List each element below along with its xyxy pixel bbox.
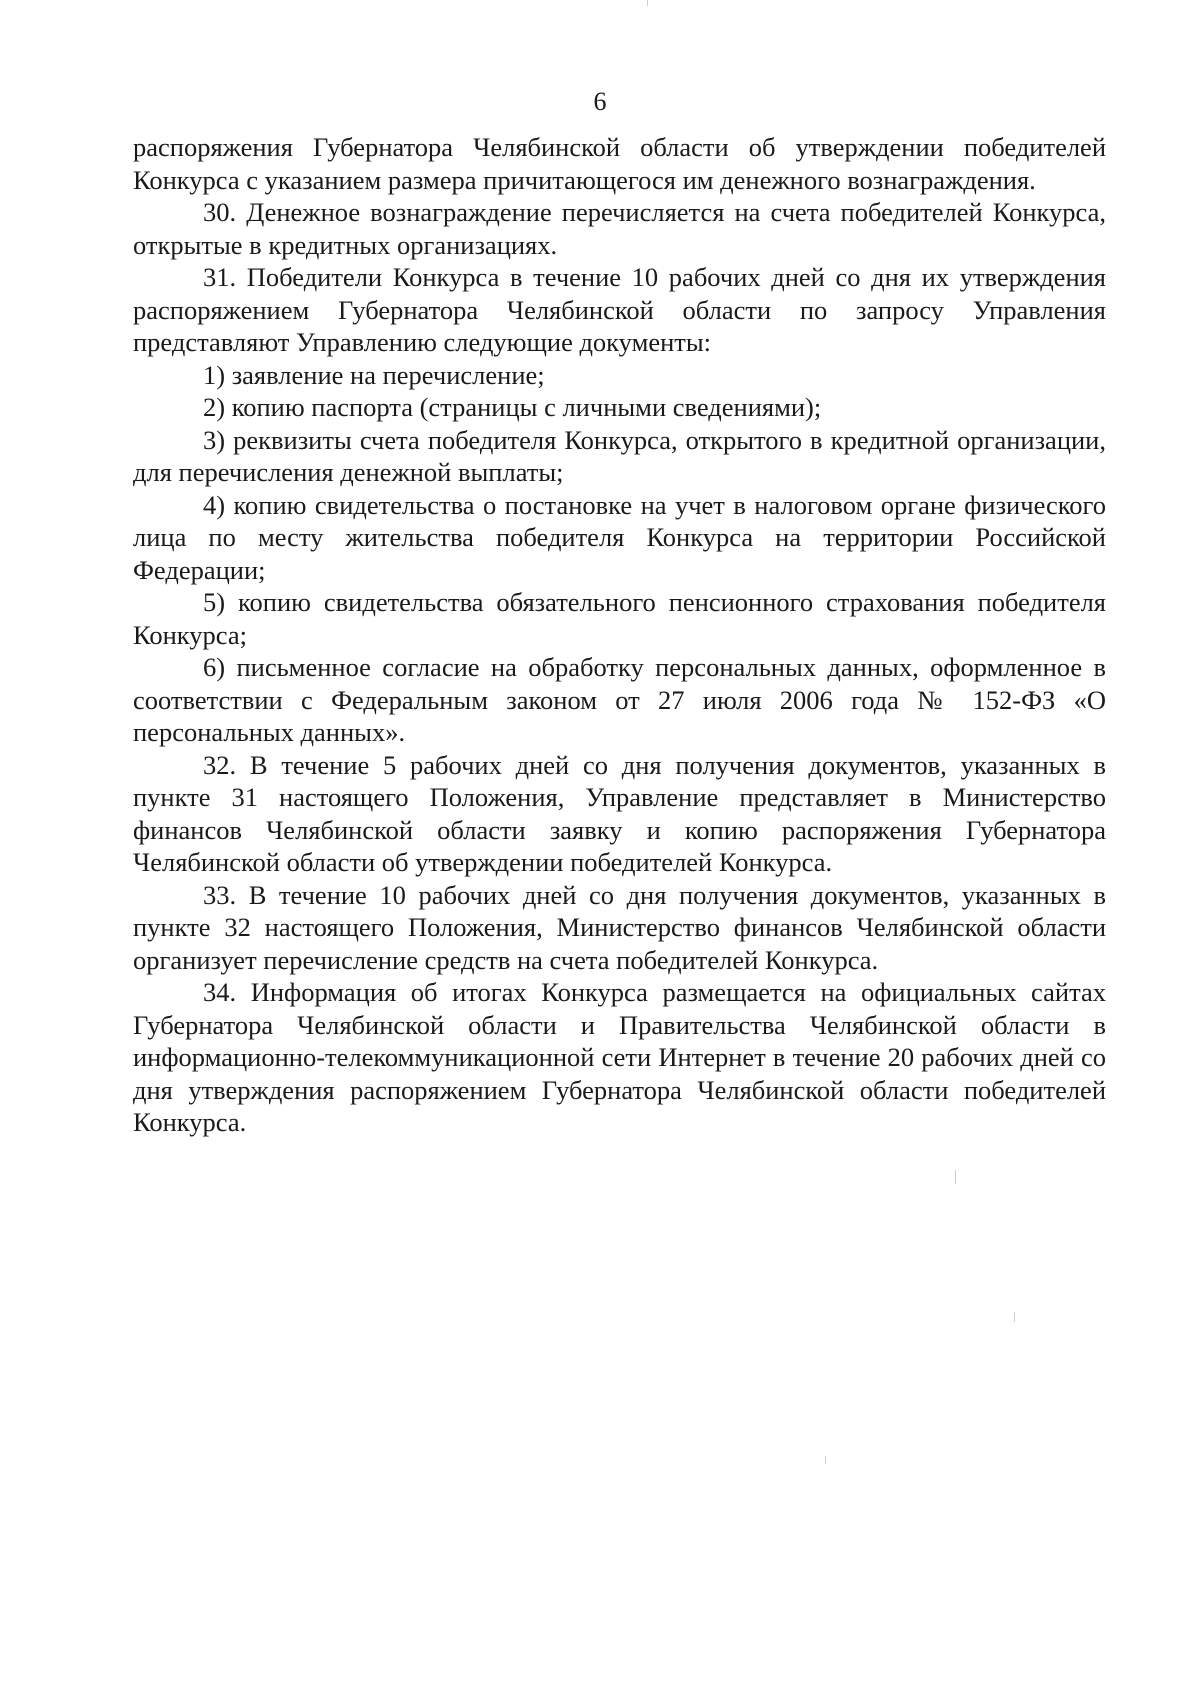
list-item-3: 3) реквизиты счета победителя Конкурса, открытого в кредитной организации, для перечисления денежной выплаты;	[133, 424, 1106, 487]
scan-artifact	[647, 0, 648, 6]
list-item-6: 6) письменное согласие на обработку персональных данных, оформленное в соответствии с Федеральным законом от 27 июля 2006 года № 152-ФЗ «О персональных данных».	[133, 652, 1106, 747]
paragraph-item-33: 33. В течение 10 рабочих дней со дня получения документов, указанных в пункте 32 настоящего Положения, Министерство финансов Челябинской области организует перечисление средств на счета победителей Конкурса.	[133, 879, 1106, 975]
list-item-5: 5) копию свидетельства обязательного пенсионного страхования победителя Конкурса;	[133, 587, 1106, 650]
paragraph-continuation: распоряжения Губернатора Челябинской области об утверждении победителей Конкурса с указанием размера причитающегося им денежного вознаграждения.	[133, 132, 1106, 195]
paragraph-item-30: 30. Денежное вознаграждение перечисляется на счета победителей Конкурса, открытые в кредитных организациях.	[133, 197, 1106, 260]
list-item-4: 4) копию свидетельства о постановке на учет в налоговом органе физического лица по месту жительства победителя Конкурса на территории Российской Федерации;	[133, 489, 1106, 585]
document-body	[133, 131, 1106, 1139]
list-item-1: 1) заявление на перечисление;	[203, 359, 545, 390]
scan-artifact	[955, 1170, 956, 1184]
paragraph-item-34: 34. Информация об итогах Конкурса размещается на официальных сайтах Губернатора Челябинской области и Правительства Челябинской области в информационно-телекоммуникационной сети Интернет в течение 20 рабочих дней со дня утверждения распоряжением Губернатора Челябинской области победителей Конкурса.	[133, 977, 1106, 1137]
scan-artifact	[1014, 1312, 1015, 1322]
page-number: 6	[593, 87, 607, 116]
paragraph-item-32: 32. В течение 5 рабочих дней со дня получения документов, указанных в пункте 31 настоящего Положения, Управление представляет в Министерство финансов Челябинской области заявку и копию распоряжения Губернатора Челябинской области об утверждении победителей Конкурса.	[133, 749, 1106, 877]
paragraph-item-31: 31. Победители Конкурса в течение 10 рабочих дней со дня их утверждения распоряжением Губернатора Челябинской области по запросу Управления представляют Управлению следующие документы:	[133, 262, 1106, 357]
list-item-2: 2) копию паспорта (страницы с личными сведениями);	[203, 392, 822, 422]
scan-artifact	[825, 1456, 826, 1464]
